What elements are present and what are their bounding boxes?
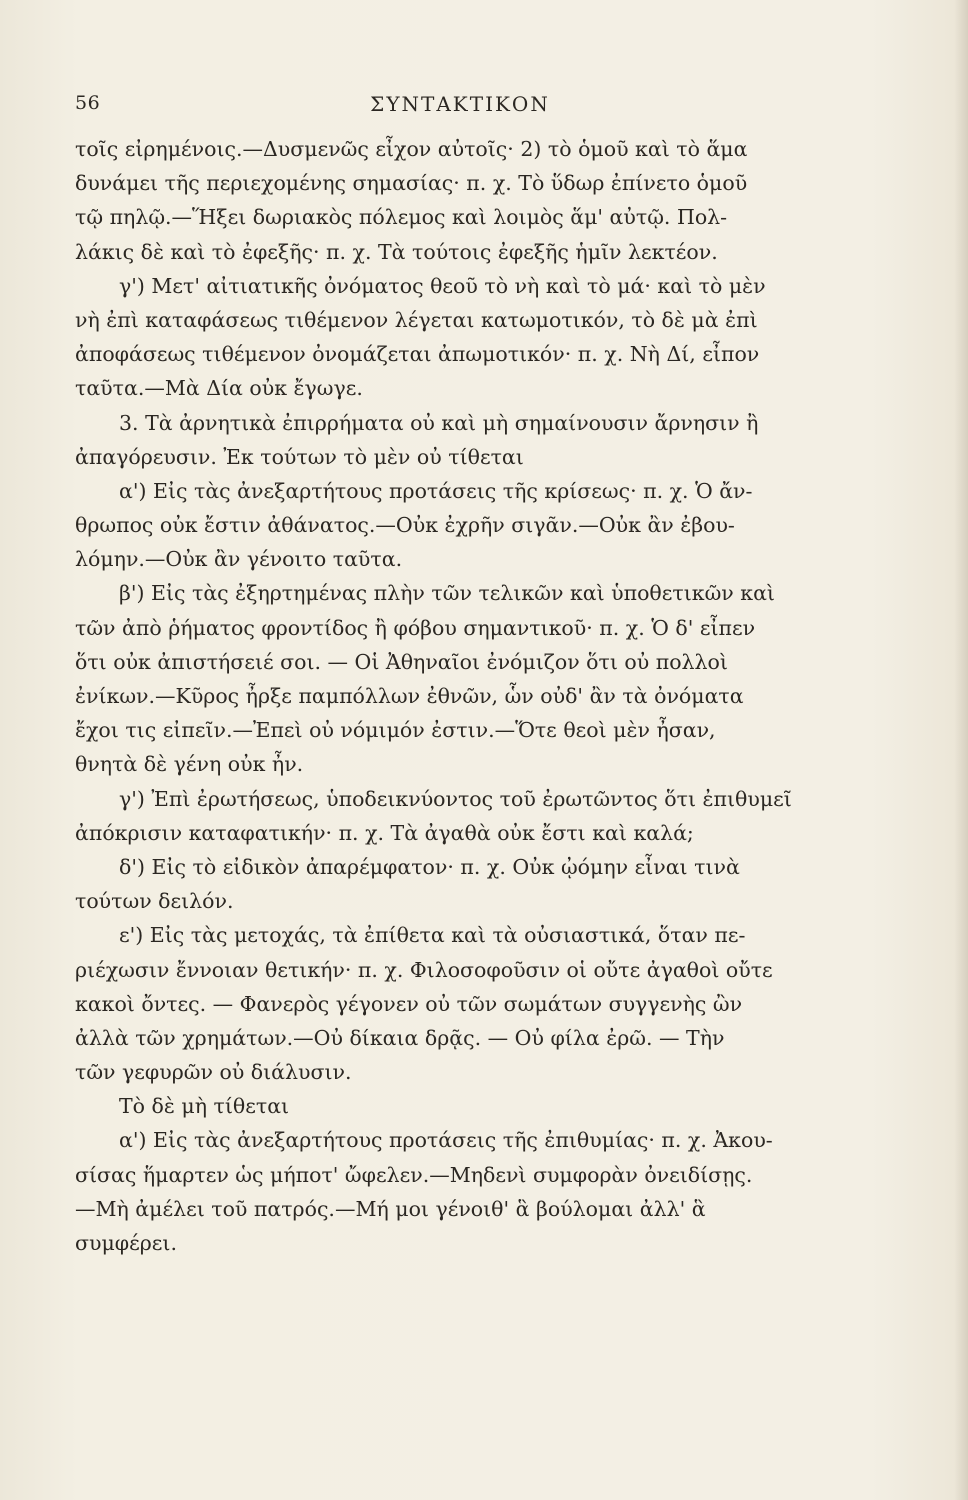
text-line: ἀποφάσεως τιθέμενον ὀνομάζεται ἀπωμοτικόν· π. χ. Νὴ Δί, εἶπον bbox=[75, 342, 760, 367]
text-line: ἀπαγόρευσιν. Ἐκ τούτων τὸ μὲν οὐ τίθεται bbox=[75, 444, 524, 469]
text-line: λόμην.—Οὐκ ἂν γένοιτο ταῦτα. bbox=[75, 547, 403, 572]
text-line: ε') Εἰς τὰς μετοχάς, τὰ ἐπίθετα καὶ τὰ οὐσιαστικά, ὅταν πε- bbox=[119, 923, 746, 948]
text-line: τῷ πηλῷ.—Ἥξει δωριακὸς πόλεμος καὶ λοιμὸς ἅμ' αὐτῷ. Πολ- bbox=[75, 205, 728, 230]
text-line: β') Εἰς τὰς ἐξηρτημένας πλὴν τῶν τελικῶν καὶ ὑποθετικῶν καὶ bbox=[119, 581, 775, 606]
text-line: θρωπος οὐκ ἔστιν ἀθάνατος.—Οὐκ ἐχρῆν σιγᾶν.—Οὐκ ἂν ἐβου- bbox=[75, 513, 735, 538]
page-number: 56 bbox=[75, 92, 101, 114]
text-line: δυνάμει τῆς περιεχομένης σημασίας· π. χ. Τὸ ὕδωρ ἐπίνετο ὁμοῦ bbox=[75, 171, 748, 196]
page-header bbox=[75, 92, 845, 122]
text-line: σίσας ἥμαρτεν ὡς μήποτ' ὤφελεν.—Μηδενὶ συμφορὰν ὀνειδίσῃς. bbox=[75, 1162, 753, 1187]
text-line: ἐνίκων.—Κῦρος ἦρξε παμπόλλων ἐθνῶν, ὧν οὐδ' ἂν τὰ ὀνόματα bbox=[75, 684, 744, 708]
text-line: τῶν γεφυρῶν οὐ διάλυσιν. bbox=[75, 1060, 352, 1085]
text-line: δ') Εἰς τὸ εἰδικὸν ἀπαρέμφατον· π. χ. Οὐκ ᾠόμην εἶναι τινὰ bbox=[119, 854, 740, 879]
text-line: ταῦτα.—Μὰ Δία οὐκ ἔγωγε. bbox=[75, 376, 363, 401]
text-line: γ') Ἐπὶ ἐρωτήσεως, ὑποδεικνύοντος τοῦ ἐρωτῶντος ὅτι ἐπιθυμεῖ bbox=[119, 786, 792, 811]
text-line: ἔχοι τις εἰπεῖν.—Ἐπεὶ οὐ νόμιμόν ἐστιν.—Ὅτε θεοὶ μὲν ἦσαν, bbox=[75, 718, 716, 743]
text-line: α') Εἰς τὰς ἀνεξαρτήτους προτάσεις τῆς ἐπιθυμίας· π. χ. Ἀκου- bbox=[119, 1128, 773, 1153]
text-line: θνητὰ δὲ γένη οὐκ ἦν. bbox=[75, 752, 304, 777]
text-line: ἀπόκρισιν καταφατικήν· π. χ. Τὰ ἀγαθὰ οὐκ ἔστι καὶ καλά; bbox=[75, 820, 694, 845]
text-line: τῶν ἀπὸ ῥήματος φροντίδος ἢ φόβου σημαντικοῦ· π. χ. Ὁ δ' εἶπεν bbox=[75, 615, 756, 640]
text-line: συμφέρει. bbox=[75, 1231, 177, 1255]
text-line: τούτων δειλόν. bbox=[75, 889, 234, 914]
text-line: —Μὴ ἀμέλει τοῦ πατρός.—Μή μοι γένοιθ' ἃ βούλομαι ἀλλ' ἃ bbox=[75, 1196, 706, 1221]
body-text bbox=[75, 132, 845, 1260]
text-line: ὅτι οὐκ ἀπιστήσειέ σοι. — Οἱ Ἀθηναῖοι ἐνόμιζον ὅτι οὐ πολλοὶ bbox=[75, 649, 728, 674]
text-line: α') Εἰς τὰς ἀνεξαρτήτους προτάσεις τῆς κρίσεως· π. χ. Ὁ ἄν- bbox=[119, 478, 753, 503]
running-title: ΣΥΝΤΑΚΤΙΚΟΝ bbox=[370, 92, 550, 116]
text-line: λάκις δὲ καὶ τὸ ἐφεξῆς· π. χ. Τὰ τούτοις ἐφεξῆς ἡμῖν λεκτέον. bbox=[75, 239, 718, 264]
text-line: γ') Μετ' αἰτιατικῆς ὀνόματος θεοῦ τὸ νὴ καὶ τὸ μά· καὶ τὸ μὲν bbox=[119, 273, 766, 298]
text-line: 3. Τὰ ἀρνητικὰ ἐπιρρήματα οὐ καὶ μὴ σημαίνουσιν ἄρνησιν ἢ bbox=[119, 410, 759, 435]
text-line: κακοὶ ὄντες. — Φανερὸς γέγονεν οὐ τῶν σωμάτων συγγενὴς ὢν bbox=[75, 991, 743, 1016]
text-line: Τὸ δὲ μὴ τίθεται bbox=[119, 1094, 290, 1119]
page-edge-shadow bbox=[954, 0, 968, 1500]
text-line: ἀλλὰ τῶν χρημάτων.—Οὐ δίκαια δρᾷς. — Οὐ φίλα ἐρῶ. — Τὴν bbox=[75, 1025, 725, 1050]
text-line: νὴ ἐπὶ καταφάσεως τιθέμενον λέγεται κατωμοτικόν, τὸ δὲ μὰ ἐπὶ bbox=[75, 307, 758, 332]
text-line: ριέχωσιν ἔννοιαν θετικήν· π. χ. Φιλοσοφοῦσιν οἱ οὔτε ἀγαθοὶ οὔτε bbox=[75, 957, 773, 982]
text-line: τοῖς εἰρημένοις.—Δυσμενῶς εἶχον αὐτοῖς· 2) τὸ ὁμοῦ καὶ τὸ ἅμα bbox=[75, 137, 748, 161]
